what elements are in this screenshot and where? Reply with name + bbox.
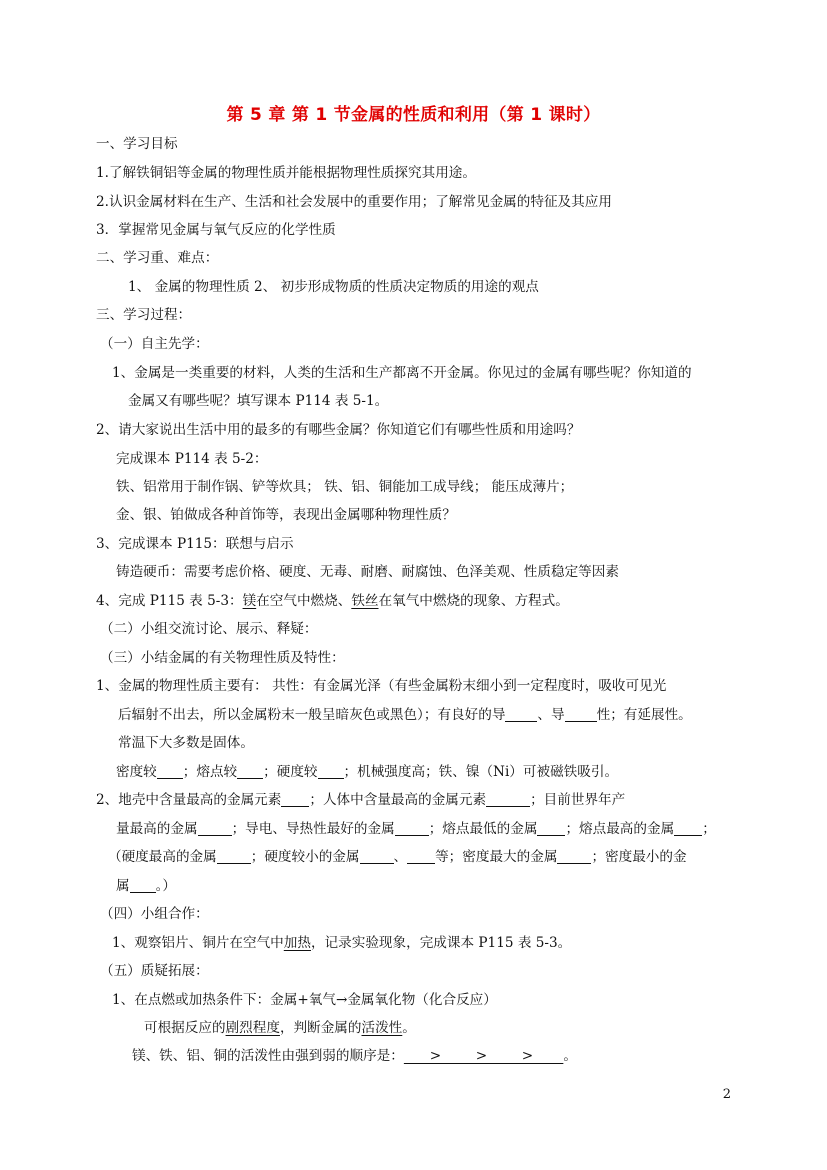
paragraph-line: 常温下大多数是固体。: [118, 735, 254, 751]
text-span: 密度较: [116, 764, 157, 780]
section-heading-process: 三、学习过程：: [96, 307, 192, 323]
underlined-term: 铁丝: [351, 593, 379, 609]
fill-blank: [360, 849, 394, 864]
text-span: 。）: [155, 878, 176, 894]
paragraph-line: [132, 1046, 577, 1066]
text-span: （硬度最高的金属: [108, 849, 217, 865]
subsection-group-work: （四）小组合作：: [100, 906, 209, 922]
text-span: 在氧气中燃烧的现象、方程式。: [378, 593, 569, 609]
text-span: 在空气中燃烧、: [256, 593, 352, 609]
paragraph-line: [116, 819, 716, 839]
paragraph-line: [108, 847, 687, 867]
fill-blank: [130, 878, 156, 893]
objective-2: 2.认识金属材料在生产、生活和社会发展中的重要作用；了解常见金属的特征及其应用: [96, 194, 612, 210]
underlined-term: 活泼性: [361, 1020, 403, 1036]
text-span: ；熔点最低的金属: [428, 821, 538, 837]
text-span: 2、地壳中含量最高的金属元素: [96, 792, 282, 808]
paragraph-line: [96, 591, 569, 611]
subsection-discussion: （二）小组交流讨论、展示、释疑：: [100, 621, 318, 637]
text-span: 等；密度最大的金属: [435, 849, 558, 865]
paragraph-line: [96, 790, 625, 810]
text-span: ，判断金属的: [279, 1020, 362, 1036]
fill-blank: [237, 764, 263, 779]
order-blank: > > >: [403, 1048, 564, 1064]
fill-blank: [537, 821, 565, 836]
paragraph-line: 铁、铝常用于制作锅、铲等炊具； 铁、铝、铜能加工成导线； 能压成薄片；: [116, 479, 574, 495]
key-points-text: 1、 金属的物理性质 2、 初步形成物质的性质决定物质的用途的观点: [128, 279, 539, 295]
text-span: ，记录实验现象，完成课本 P115 表 5-3。: [310, 935, 572, 951]
text-span: 量最高的金属: [116, 821, 198, 837]
fill-blank: [557, 849, 591, 864]
text-span: ；人体中含量最高的金属元素: [309, 792, 487, 808]
text-span: ；目前世界年产: [530, 792, 626, 808]
text-span: 。: [402, 1020, 416, 1036]
fill-blank: [157, 764, 183, 779]
paragraph-line: [112, 933, 571, 953]
fill-blank: [198, 821, 232, 836]
text-span: 后辐射不出去，所以金属粉末一般呈暗灰色或黑色）；有良好的导: [118, 707, 506, 723]
paragraph-line: 铸造硬币：需要考虑价格、硬度、无毒、耐磨、耐腐蚀、色泽美观、性质稳定等因素: [116, 564, 619, 580]
page-number: 2: [722, 1087, 731, 1102]
paragraph-line: 3、完成课本 P115：联想与启示: [96, 536, 294, 552]
underlined-term: 镁: [242, 593, 257, 609]
paragraph-line: [116, 762, 618, 782]
text-span: 可根据反应的: [144, 1020, 226, 1036]
paragraph-line: [144, 1018, 416, 1038]
paragraph-line: 金、银、铂做成各种首饰等，表现出金属哪种物理性质？: [116, 507, 456, 523]
fill-blank: [505, 707, 537, 722]
fill-blank: [318, 764, 344, 779]
text-span: 、导: [537, 707, 565, 723]
text-span: 性；有延展性。: [596, 707, 692, 723]
fill-blank: [395, 821, 429, 836]
section-heading-objectives: 一、学习目标: [96, 136, 178, 152]
subsection-self-study: （一）自主先学：: [100, 336, 209, 352]
fill-blank: [486, 792, 530, 807]
paragraph-line: 1、金属的物理性质主要有： 共性：有金属光泽（有些金属粉末细小到一定程度时，吸收可见光: [96, 678, 667, 694]
text-span: 1、观察铝片、铜片在空气中: [112, 935, 284, 951]
fill-blank: [217, 849, 251, 864]
text-span: 镁、铁、铝、铜的活泼性由强到弱的顺序是：: [132, 1048, 404, 1064]
text-span: 属: [116, 878, 130, 894]
paragraph-line: [118, 705, 692, 725]
page-title: 第 5 章 第 1 节金属的性质和利用（第 1 课时）: [226, 105, 601, 125]
paragraph-line: 2、请大家说出生活中用的最多的有哪些金属？你知道它们有哪些性质和用途吗？: [96, 422, 581, 438]
text-span: 。: [563, 1048, 577, 1064]
paragraph-line: 金属又有哪些呢？填写课本 P114 表 5-1。: [128, 393, 389, 409]
fill-blank: [674, 821, 702, 836]
paragraph-line: 完成课本 P114 表 5-2：: [116, 451, 268, 467]
paragraph-line: 1、在点燃或加热条件下：金属+氧气→金属氧化物（化合反应）: [112, 992, 497, 1008]
text-span: ；硬度较小的金属: [250, 849, 360, 865]
paragraph-line: 1、金属是一类重要的材料，人类的生活和生产都离不开金属。你见过的金属有哪些呢？你知道的: [112, 365, 692, 381]
text-span: ；机械强度高；铁、镍（Ni）可被磁铁吸引。: [343, 764, 619, 780]
fill-blank: [281, 792, 309, 807]
text-span: ；导电、导热性最好的金属: [231, 821, 395, 837]
objective-1: 1.了解铁铜铝等金属的物理性质并能根据物理性质探究其用途。: [96, 165, 476, 181]
text-span: ；熔点较: [182, 764, 238, 780]
paragraph-line: [116, 876, 176, 896]
text-span: 4、完成 P115 表 5-3：: [96, 593, 243, 609]
text-span: ；熔点最高的金属: [565, 821, 675, 837]
objective-3: 3．掌握常见金属与氧气反应的化学性质: [96, 222, 336, 238]
subsection-summary: （三）小结金属的有关物理性质及特性：: [100, 650, 345, 666]
fill-blank: [407, 849, 435, 864]
underlined-term: 剧烈程度: [225, 1020, 280, 1036]
text-span: ；硬度较: [263, 764, 318, 780]
underlined-term: 加热: [283, 935, 311, 951]
text-span: ；: [702, 821, 716, 837]
section-heading-key-points: 二、学习重、难点：: [96, 250, 219, 266]
subsection-extension: （五）质疑拓展：: [100, 963, 209, 979]
fill-blank: [565, 707, 597, 722]
text-span: ；密度最小的金: [591, 849, 687, 865]
text-span: 、: [393, 849, 408, 865]
